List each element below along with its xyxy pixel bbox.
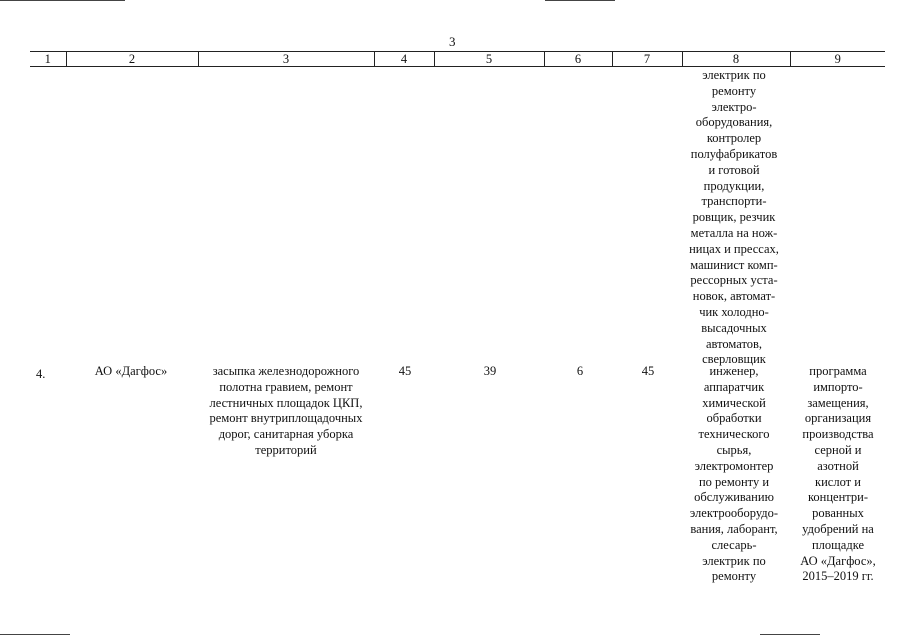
scan-mark-top-mid [545, 0, 615, 1]
column-header-5: 5 [434, 52, 544, 67]
col7-value: 45 [641, 364, 655, 378]
works-cell: засыпка железнодорожного полотна гравием, ремонт лестничных площадок ЦКП, ремонт внутриплощадочных дорог, санитарная уборка территорий [209, 364, 363, 457]
organization-cell: АО «Дагфос» [94, 364, 168, 378]
col5-value: 39 [483, 364, 497, 378]
col6-value: 6 [576, 364, 584, 378]
column-number-header [30, 51, 885, 67]
page-number: 3 [449, 34, 456, 49]
column-header-2: 2 [66, 52, 198, 67]
scan-mark-top-left [0, 0, 125, 1]
col4-value: 45 [398, 364, 412, 378]
continued-professions-cell: электрик по ремонту электро- оборудования, контролер полуфабрикатов и готовой продукции, транспорти- ровщик, резчик металла на нож- ницах и прессах, машинист комп- рессорных уста- новок, автомат- чик холодно- высадочных автоматов, сверловщик [689, 68, 779, 367]
column-header-8: 8 [682, 52, 790, 67]
scan-mark-bottom-right [760, 634, 820, 635]
column-header-7: 7 [612, 52, 682, 67]
column-header-3: 3 [198, 52, 374, 67]
scan-mark-bottom-left [0, 634, 70, 635]
professions-cell: инженер, аппаратчик химической обработки технического сырья, электромонтер по ремонту и обслуживанию электрооборудо- вания, лаборант, слесарь- электрик по ремонту [689, 364, 779, 584]
column-header-1: 1 [30, 52, 66, 67]
program-cell: программа импорто- замещения, организация производства серной и азотной кислот и концентри- рованных удобрений на площадке АО «Дагфос», 2015–2019 гг. [800, 364, 876, 584]
column-header-6: 6 [544, 52, 612, 67]
column-header-9: 9 [790, 52, 885, 67]
column-header-4: 4 [374, 52, 434, 67]
row-number: 4. [36, 367, 46, 381]
